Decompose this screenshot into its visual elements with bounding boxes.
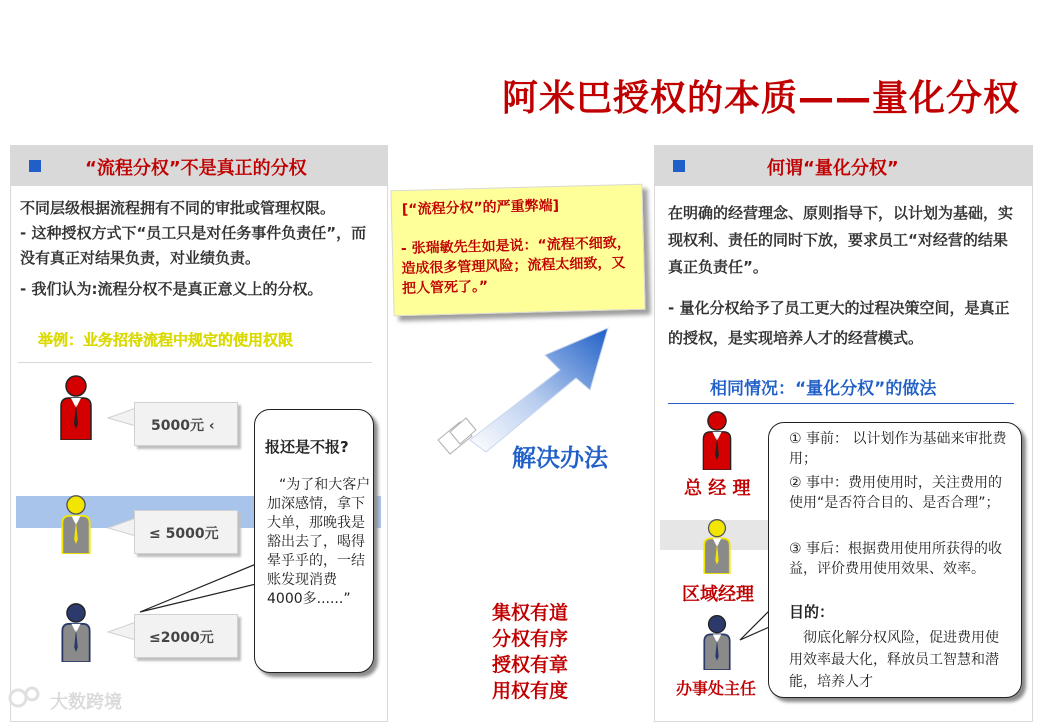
purpose-title: 目的： <box>789 603 835 621</box>
person-icon-yellow <box>700 518 734 574</box>
slogan-4: 用权有度 <box>491 680 568 702</box>
slogans <box>460 600 600 704</box>
solution-label: 解决办法 <box>512 444 608 472</box>
right-para-2: - 量化分权给予了员工更大的过程决策空间，是真正的授权，是实现培养人才的经营模式。 <box>668 299 1010 347</box>
speech-body: “为了和大客户加深感情，拿下大单，那晚我是豁出去了，喝得晕乎乎的，一结账发现消费4000多......” <box>267 477 371 607</box>
left-para-2: - 这种授权方式下“员工只是对任务事件负责任”，而没有真正对结果负责，对业绩负责。 <box>20 224 367 267</box>
page-title: 阿米巴授权的本质——量化分权 <box>501 78 1020 119</box>
watermark-text: 大数跨境 <box>50 692 122 713</box>
bullet-square-icon <box>673 160 685 172</box>
speech-pointer <box>138 560 258 616</box>
role-general-manager: 总 经 理 <box>684 478 751 499</box>
slogan-1: 集权有道 <box>491 602 568 624</box>
callout-tail-1 <box>106 406 136 428</box>
limit-text-office: ≤2000元 <box>149 630 214 646</box>
person-icon-red <box>700 410 734 470</box>
left-panel-header <box>11 146 387 186</box>
right-divider <box>668 403 1014 404</box>
right-panel-title: 何谓“量化分权” <box>767 158 899 179</box>
right-panel-header <box>655 146 1032 186</box>
person-icon-navy <box>59 602 93 662</box>
callout-tail-2 <box>106 516 136 538</box>
drawback-note <box>390 184 645 317</box>
role-office-director: 办事处主任 <box>676 679 757 698</box>
purpose-body: 彻底化解分权风险，促进费用使用效率最大化，释放员工智慧和潜能，培养人才 <box>789 630 999 690</box>
person-icon-yellow <box>59 494 93 554</box>
callout-tail-3 <box>106 620 136 642</box>
role-regional-manager: 区域经理 <box>682 584 754 605</box>
example-divider <box>18 362 372 363</box>
quant-speech-bubble <box>768 422 1022 698</box>
watermark-logo-icon <box>8 684 44 710</box>
person-icon-navy <box>700 614 734 670</box>
drawback-title: [“流程分权”的严重弊端] <box>401 197 560 219</box>
limit-callout-rm <box>134 510 238 554</box>
slogan-2: 分权有序 <box>491 628 568 650</box>
example-caption: 举例：业务招待流程中规定的使用权限 <box>38 331 294 349</box>
left-para-3: - 我们认为:流程分权不是真正意义上的分权。 <box>20 280 323 298</box>
right-subheading: 相同情况：“量化分权”的做法 <box>710 379 937 399</box>
limit-text-gm: 5000元 ‹ <box>151 418 215 434</box>
slogan-3: 授权有章 <box>491 654 568 676</box>
bullet-square-icon <box>29 160 41 172</box>
speech-bubble <box>254 409 374 673</box>
right-para-1: 在明确的经营理念、原则指导下，以计划为基础，实现权利、责任的同时下放，要求员工“对经营的结果真正负责任”。 <box>668 204 1014 276</box>
quant-item-2: ② 事中：费用使用时，关注费用的使用“是否符合目的、是否合理”； <box>789 475 1003 511</box>
drawback-body: - 张瑞敏先生如是说：“流程不细致，造成很多管理风险；流程太细致，又把人管死了。” <box>400 235 631 298</box>
quant-item-3: ③ 事后：根据费用使用所获得的收益，评价费用使用效果、效率。 <box>789 541 1003 577</box>
limit-text-rm: ≤ 5000元 <box>149 526 219 542</box>
limit-callout-office <box>134 614 238 658</box>
left-panel-title: “流程分权”不是真正的分权 <box>85 158 307 179</box>
person-icon-red <box>59 374 93 440</box>
quant-item-1: ① 事前： 以计划作为基础来审批费用； <box>789 431 1007 467</box>
speech-title: 报还是不报? <box>265 438 349 456</box>
left-para-1: 不同层级根据流程拥有不同的审批或管理权限。 <box>20 199 336 217</box>
limit-callout-gm <box>134 402 238 446</box>
